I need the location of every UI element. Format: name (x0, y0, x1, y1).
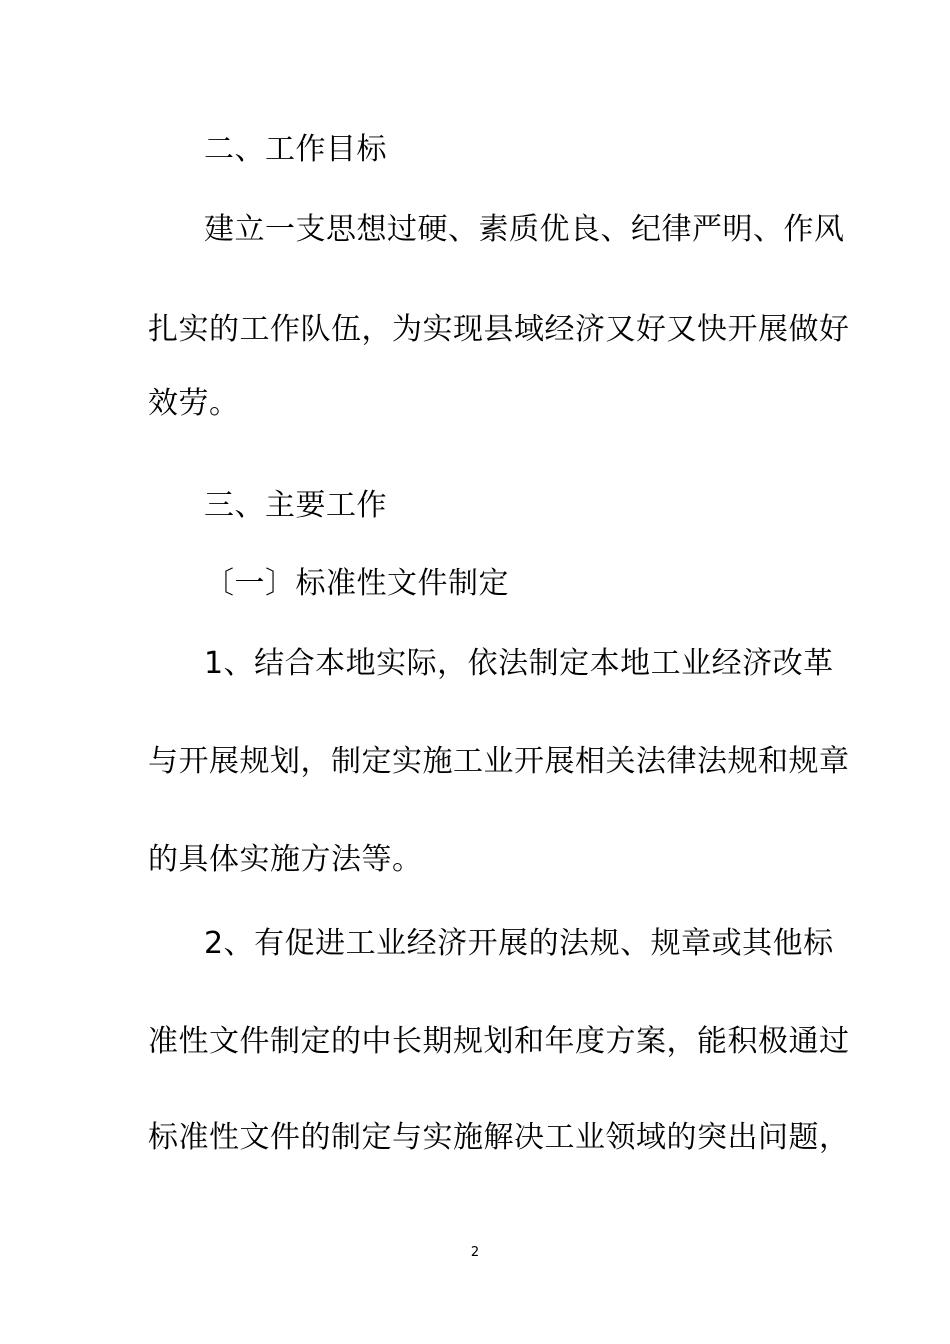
paragraph-line: 准性文件制定的中长期规划和年度方案，能积极通过 (148, 1024, 850, 1059)
paragraph-line: 1、结合本地实际，依法制定本地工业经济改革 (204, 646, 834, 681)
paragraph-line: 扎实的工作队伍，为实现县域经济又好又快开展做好 (148, 312, 850, 347)
paragraph-line: 效劳。 (148, 386, 240, 421)
heading-main-work: 三、主要工作 (204, 488, 387, 523)
paragraph-line: 标准性文件的制定与实施解决工业领域的突出问题， (148, 1120, 850, 1155)
page-number: 2 (470, 1245, 480, 1260)
subheading-normative-documents: 〔一〕标准性文件制定 (204, 566, 509, 601)
heading-work-goals: 二、工作目标 (204, 132, 387, 167)
paragraph-line: 建立一支思想过硬、素质优良、纪律严明、作风 (204, 212, 845, 247)
paragraph-line: 与开展规划，制定实施工业开展相关法律法规和规章 (148, 744, 850, 779)
paragraph-line: 2、有促进工业经济开展的法规、规章或其他标 (204, 926, 834, 961)
paragraph-line: 的具体实施方法等。 (148, 842, 423, 877)
